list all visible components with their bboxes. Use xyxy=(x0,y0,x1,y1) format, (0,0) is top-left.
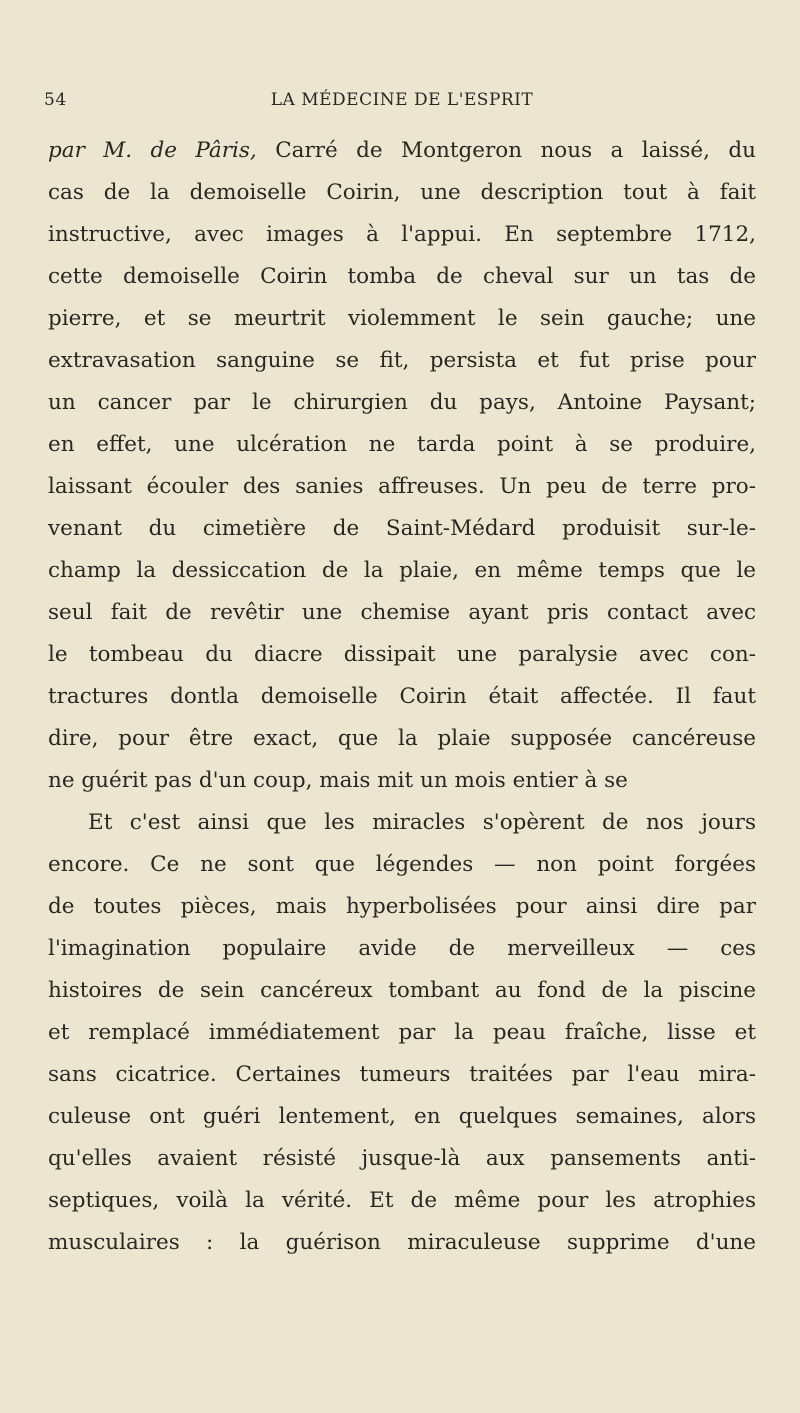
text-line: encore. Ce ne sont que légendes — non point forgées xyxy=(48,852,756,877)
text-line: venant du cimetière de Saint-Médard produisit sur-le- xyxy=(48,516,756,541)
text-line: ne guérit pas d'un coup, mais mit un mois entier à se xyxy=(48,768,628,793)
text-line: en effet, une ulcération ne tarda point à se produire, xyxy=(48,432,756,457)
text-line: seul fait de revêtir une chemise ayant pris contact avec xyxy=(48,600,756,625)
text-line: un cancer par le chirurgien du pays, Antoine Paysant; xyxy=(48,390,756,415)
text-line: l'imagination populaire avide de merveilleux — ces xyxy=(48,936,756,961)
text-line: cas de la demoiselle Coirin, une description tout à fait xyxy=(48,180,756,205)
text-line: laissant écouler des sanies affreuses. Un peu de terre pro- xyxy=(48,474,756,499)
text-line: de toutes pièces, mais hyperbolisées pour ainsi dire par xyxy=(48,894,756,919)
text-line: Et c'est ainsi que les miracles s'opèrent de nos jours xyxy=(88,810,756,835)
page-number: 54 xyxy=(44,90,67,110)
text-line: cette demoiselle Coirin tomba de cheval sur un tas de xyxy=(48,264,756,289)
running-head xyxy=(44,90,760,114)
text-line: culeuse ont guéri lentement, en quelques semaines, alors xyxy=(48,1104,756,1129)
line-text: Carré de Montgeron nous a laissé, du xyxy=(256,138,756,163)
text-line: pierre, et se meurtrit violemment le sein gauche; une xyxy=(48,306,756,331)
text-line: le tombeau du diacre dissipait une paralysie avec con- xyxy=(48,642,756,667)
text-line: qu'elles avaient résisté jusque-là aux pansements anti- xyxy=(48,1146,756,1171)
text-line: dire, pour être exact, que la plaie supposée cancéreuse xyxy=(48,726,756,751)
text-line: instructive, avec images à l'appui. En septembre 1712, xyxy=(48,222,756,247)
text-line: septiques, voilà la vérité. Et de même pour les atrophies xyxy=(48,1188,756,1213)
paragraph-2 xyxy=(48,802,756,1264)
paragraph-1 xyxy=(48,130,756,802)
running-title: LA MÉDECINE DE L'ESPRIT xyxy=(270,90,534,110)
text-line xyxy=(48,130,756,172)
body-text xyxy=(48,130,756,1264)
text-line: et remplacé immédiatement par la peau fraîche, lisse et xyxy=(48,1020,756,1045)
text-line: sans cicatrice. Certaines tumeurs traitées par l'eau mira- xyxy=(48,1062,756,1087)
text-line: extravasation sanguine se fit, persista et fut prise pour xyxy=(48,348,756,373)
text-line: histoires de sein cancéreux tombant au fond de la piscine xyxy=(48,978,756,1003)
italic-author-reference: par M. de Pâris, xyxy=(48,138,257,163)
text-line: champ la dessiccation de la plaie, en même temps que le xyxy=(48,558,756,583)
text-line: musculaires : la guérison miraculeuse supprime d'une xyxy=(48,1230,756,1255)
text-line: tractures dontla demoiselle Coirin était affectée. Il faut xyxy=(48,684,756,709)
